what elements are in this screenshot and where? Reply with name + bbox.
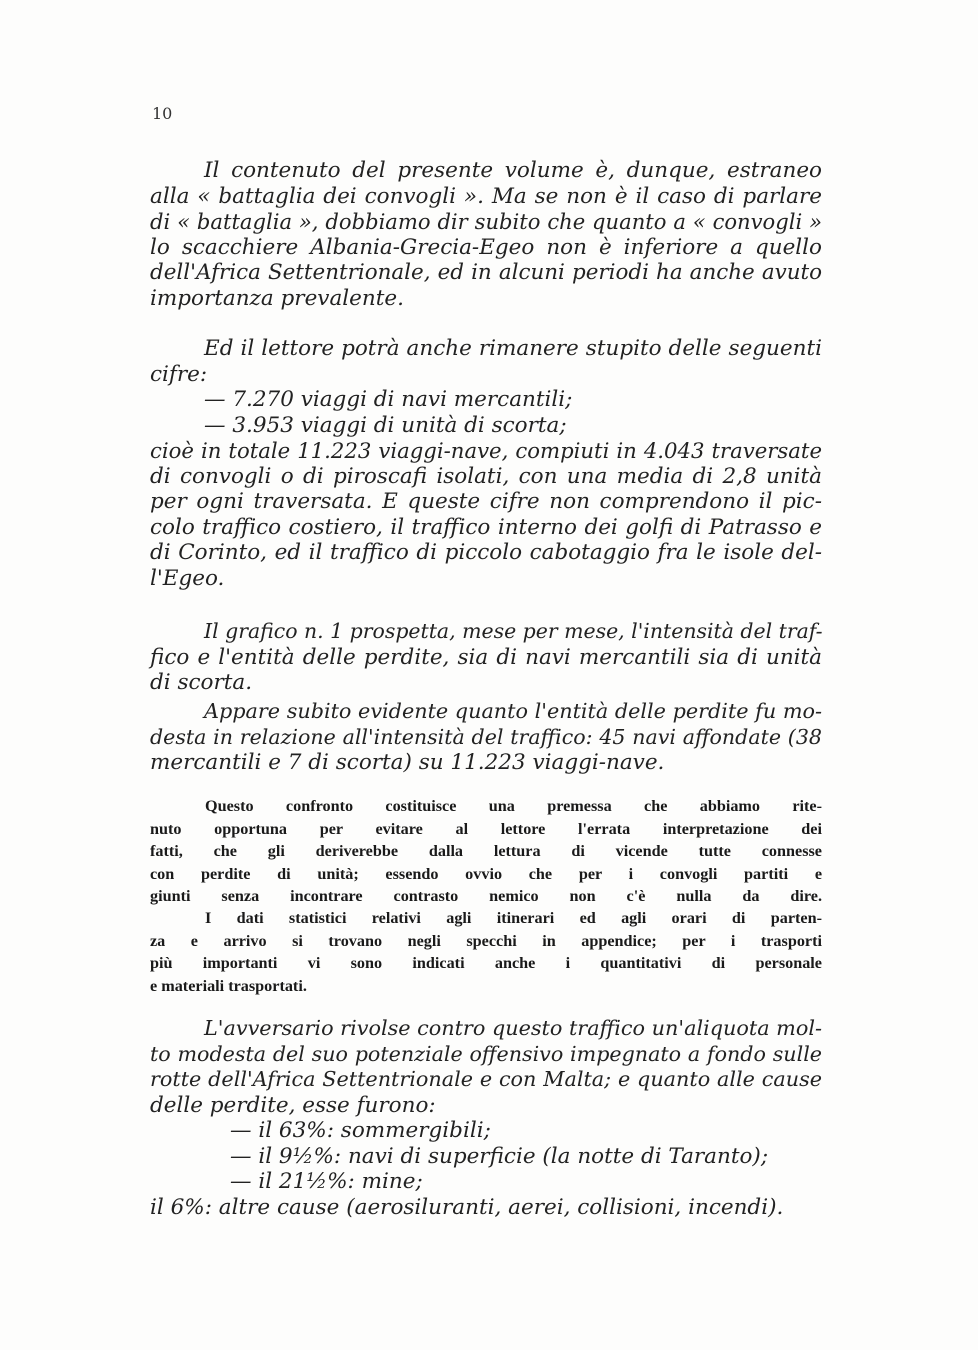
paragraph-causes — [150, 1016, 822, 1220]
text-line: rotte dell'Africa Settentrionale e con Malta; e quanto alle cause — [150, 1067, 822, 1091]
text-line: di convogli o di piroscafi isolati, con una media di 2,8 unità — [150, 463, 822, 489]
text-line: fatti, che gli deriverebbe dalla lettura di vicende tutte connesse — [150, 842, 822, 860]
list-item: — il 63%: sommergibili; — [230, 1118, 491, 1143]
text-line: Il contenuto del presente volume è, dunque, estraneo — [204, 158, 822, 183]
bold-paragraph-appendix — [150, 907, 822, 997]
text-line: Questo confronto costituisce una premessa che abbiamo rite- — [205, 797, 822, 815]
text-line: L'avversario rivolse contro questo traffico un'aliquota mol- — [204, 1016, 822, 1040]
text-line: importanza prevalente. — [150, 285, 404, 311]
paragraph-figures — [150, 336, 822, 591]
text-line: cioè in totale 11.223 viaggi-nave, compiuti in 4.043 traversate — [150, 438, 822, 463]
text-line: con perdite di unità; essendo ovvio che per i convogli partiti e — [150, 864, 822, 883]
text-line: to modesta del suo potenziale offensivo impegnato a fondo sulle — [150, 1041, 822, 1066]
text-line: il 6%: altre cause (aerosiluranti, aerei, collisioni, incendi). — [150, 1194, 784, 1220]
text-line: cifre: — [150, 361, 208, 387]
bold-paragraph-premise — [150, 795, 822, 908]
list-item: — il 9½%: navi di superficie (la notte di Taranto); — [230, 1143, 769, 1169]
text-line: za e arrivo si trovano negli specchi in appendice; per i trasporti — [150, 931, 822, 950]
text-line: delle perdite, esse furono: — [150, 1092, 436, 1118]
text-line: alla « battaglia dei convogli ». Ma se non è il caso di parlare — [150, 183, 822, 209]
paragraph-intro — [150, 158, 822, 311]
paragraph-losses — [150, 699, 822, 776]
text-line: lo scacchiere Albania-Grecia-Egeo non è inferiore a quello — [150, 234, 822, 260]
text-line: nuto opportuna per evitare al lettore l'errata interpretazione dei — [150, 819, 822, 838]
text-line: l'Egeo. — [150, 565, 225, 591]
text-line: dell'Africa Settentrionale, ed in alcuni periodi ha anche avuto — [150, 260, 822, 285]
text-line: Ed il lettore potrà anche rimanere stupito delle seguenti — [204, 336, 822, 361]
text-line: colo traffico costiero, il traffico interno dei golfi di Patrasso e — [150, 514, 822, 540]
text-line: di Corinto, ed il traffico di piccolo cabotaggio fra le isole del- — [150, 540, 822, 565]
text-line: Appare subito evidente quanto l'entità delle perdite fu mo- — [204, 699, 822, 723]
text-line: di « battaglia », dobbiamo dir subito che quanto a « convogli » — [150, 209, 822, 234]
list-item: — 3.953 viaggi di unità di scorta; — [204, 412, 567, 438]
list-item: — il 21½%: mine; — [230, 1169, 423, 1194]
paragraph-chart-reference — [150, 619, 822, 696]
text-line: e materiali trasportati. — [150, 976, 307, 995]
text-line: per ogni traversata. E queste cifre non comprendono il pic- — [150, 489, 822, 514]
text-line: mercantili e 7 di scorta) su 11.223 viaggi-nave. — [150, 750, 665, 775]
list-item: — 7.270 viaggi di navi mercantili; — [204, 387, 573, 412]
text-line: I dati statistici relativi agli itinerari ed agli orari di parten- — [205, 909, 822, 927]
text-line: Il grafico n. 1 prospetta, mese per mese, l'intensità del traf- — [204, 619, 823, 643]
text-line: desta in relazione all'intensità del traffico: 45 navi affondate (38 — [150, 724, 822, 749]
text-line: più importanti vi sono indicati anche i quantitativi di personale — [150, 954, 822, 972]
text-line: di scorta. — [150, 670, 253, 695]
text-line: fico e l'entità delle perdite, sia di navi mercantili sia di unità — [150, 644, 822, 670]
page-number: 10 — [152, 104, 173, 123]
text-line: giunti senza incontrare contrasto nemico non c'è nulla da dire. — [150, 887, 822, 905]
